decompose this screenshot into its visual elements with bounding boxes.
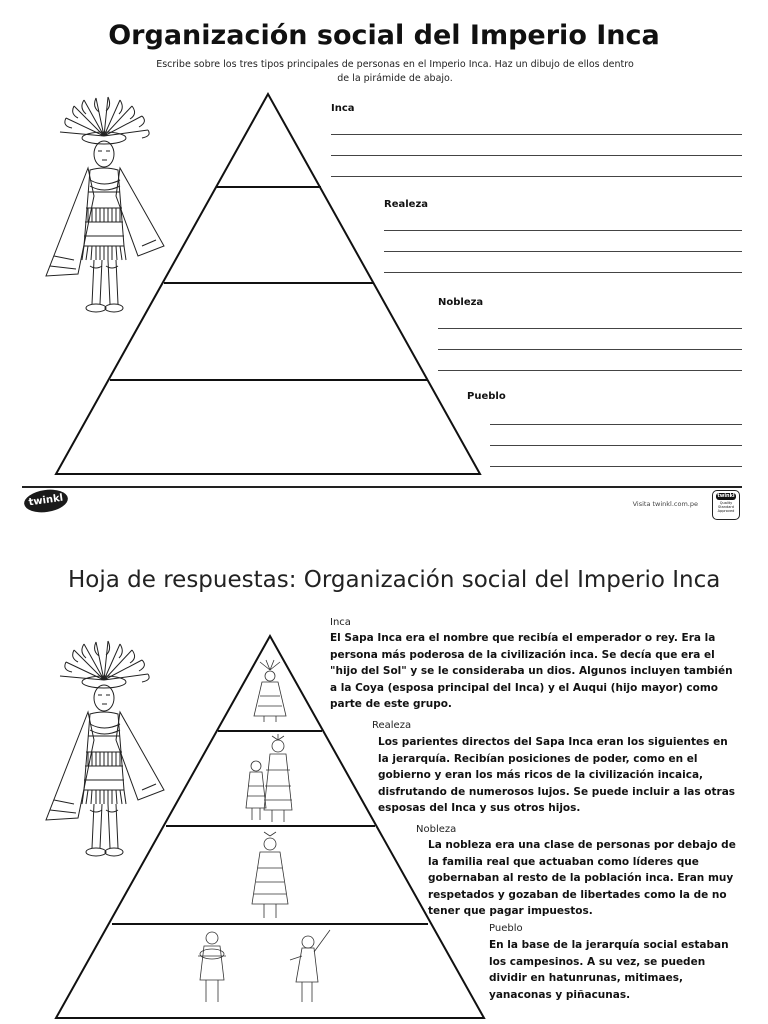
footer-divider [22,486,742,488]
answer-text-realeza: Los parientes directos del Sapa Inca eran los siguientes en la jerarquía. Recibían posiciones de poder, como en el gobierno y eran los más ricos de la civilización incaica, disfrutando de numerosos lujos. Se puede incluir a las otras esposas del Inca y sus otros hijos. [378,736,736,814]
seal-text: Quality Standard Approved [717,501,735,513]
worksheet-pyramid [0,0,768,480]
seal-brand: twinkl [717,493,735,499]
answers-title: Hoja de respuestas: Organización social del Imperio Inca [68,567,721,593]
quality-seal-icon [712,490,740,520]
writing-line[interactable] [490,424,742,425]
answer-text-pueblo: En la base de la jerarquía social estaban los campesinos. A su vez, se pueden dividir en hatunrunas, mitimaes, yanaconas y piñacunas. [489,939,729,1001]
writing-line[interactable] [490,466,742,467]
answer-label-nobleza: Nobleza [416,824,457,835]
worksheet-instructions: Escribe sobre los tres tipos principales de personas en el Imperio Inca. Haz un dibujo de ellos dentro de la pirámide de abajo. [156,59,634,84]
peasants-icon [198,930,330,1002]
writing-line[interactable] [331,134,742,135]
writing-line[interactable] [331,176,742,177]
writing-line[interactable] [438,349,742,350]
answer-text-inca: El Sapa Inca era el nombre que recibía el emperador o rey. Era la persona más poderosa de la civilización inca. Se decía que era el "hijo del Sol" y se le consideraba un dios. Algunos incluyen también a la Coya (esposa principal del Inca) y el Auqui (hijo mayor) como parte de este grupo. [330,632,733,710]
writing-line[interactable] [331,155,742,156]
worksheet-title: Organización social del Imperio Inca [108,20,660,51]
inca-figure-icon [254,660,286,722]
level-label-pueblo: Pueblo [467,391,506,402]
writing-line[interactable] [384,230,742,231]
answer-label-realeza: Realeza [372,720,412,731]
visit-link[interactable]: Visita twinkl.com.pe [632,500,698,508]
royal-family-icon [246,734,292,822]
writing-line[interactable] [438,328,742,329]
answer-label-inca: Inca [330,617,351,628]
noble-icon [252,832,288,918]
level-label-realeza: Realeza [384,199,429,210]
twinkl-logo: twinkl [23,487,70,515]
writing-line[interactable] [384,251,742,252]
level-label-nobleza: Nobleza [438,297,484,308]
writing-line[interactable] [384,272,742,273]
writing-line[interactable] [490,445,742,446]
answer-text-nobleza: La nobleza era una clase de personas por debajo de la familia real que actuaban como líderes que gobernaban al resto de la población inca. Eran muy respetados y gozaban de libertades como la de no tener que pagar impuestos. [428,839,736,917]
answer-label-pueblo: Pueblo [489,923,523,934]
writing-line[interactable] [438,370,742,371]
level-label-inca: Inca [331,103,355,114]
